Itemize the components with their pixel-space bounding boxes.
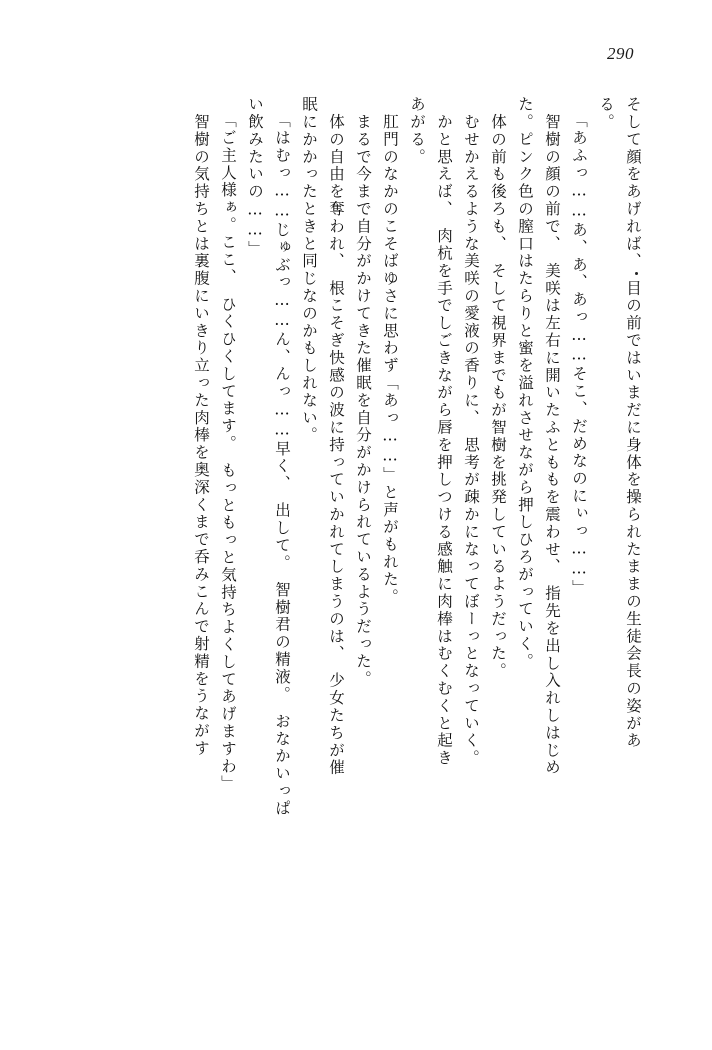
text-line: 肛門のなかのこそばゆさに思わず「あっ……」と声がもれた。: [381, 96, 399, 606]
text-line: い飲みたいの……」: [246, 96, 264, 258]
text-line: あがる。: [408, 96, 426, 166]
text-line: そして顔をあげれば、 目の前ではいまだに身体を操られたままの生徒会長の姿があ: [624, 96, 642, 750]
text-line: むせかえるような美咲の愛液の香りに、 思考が疎かになってぼーっとなっていく。: [462, 96, 480, 767]
text-line: 「あふっ……あ、あ、あっ……そこ、だめなのにぃっ……」: [570, 112, 588, 597]
text-line: かと思えば、 肉杭を手でしごきながら唇を押しつける感触に肉棒はむくむくと起き: [435, 96, 453, 767]
page-number: 290: [607, 44, 634, 63]
text-line: まるで今まで自分がかけてきた催眠を自分がかけられているようだった。: [354, 96, 372, 688]
text-line: 智樹の顔の前で、 美咲は左右に開いたふとももを震わせ、 指先を出し入れしはじめ: [543, 96, 561, 777]
text-line: る。: [597, 96, 615, 131]
vertical-text-body: [72, 96, 640, 976]
text-line: 智樹の気持ちとは裏腹にいきり立った肉棒を奥深くまで呑みこんで射精をうながす: [192, 96, 210, 758]
text-line: 「ご主人様ぁ。ここ、 ひくひくしてます。 もっともっと気持ちよくしてあげますわ」: [219, 112, 237, 793]
text-line: 体の前も後ろも、 そして視界までもが智樹を挑発しているようだった。: [489, 96, 507, 680]
text-line: た。ピンク色の膣口はたらりと蜜を溢れさせながら押しひろがっていく。: [516, 96, 534, 671]
text-line: 体の自由を奪われ、 根こそぎ快感の波に持っていかれてしまうのは、 少女たちが催: [327, 96, 345, 777]
text-line: 「はむっ……じゅぶっ……ん、んっ……早く、 出して。 智樹君の精液。 おなかいっぱ: [273, 112, 291, 818]
text-line: 眠にかかったときと同じなのかもしれない。: [300, 96, 318, 444]
